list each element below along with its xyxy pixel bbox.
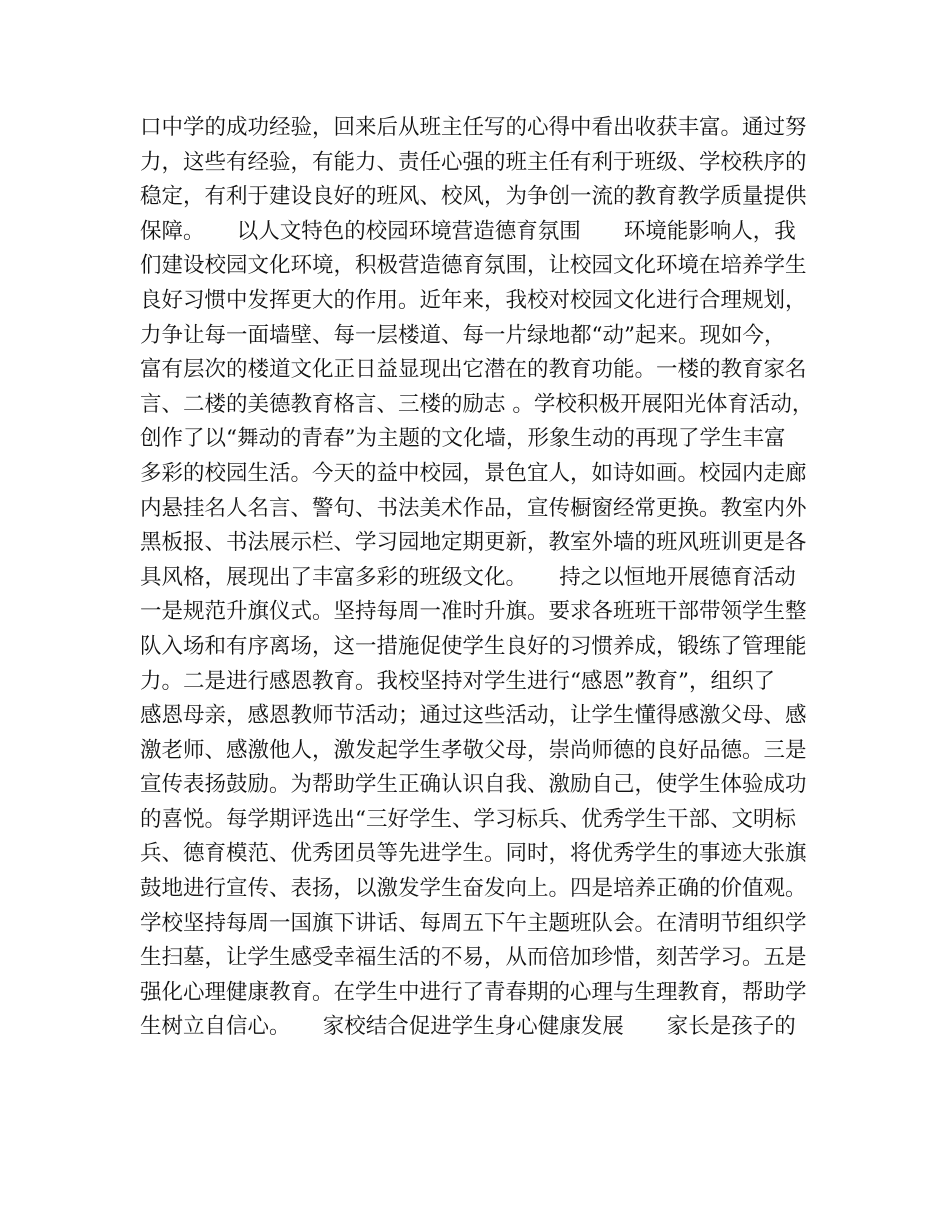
text-line: 力，这些有经验，有能力、责任心强的班主任有利于班级、学校秩序的: [140, 149, 807, 175]
text-line: 生树立自信心。 家校结合促进学生身心健康发展 家长是孩子的: [140, 1014, 796, 1040]
text-line: 言、二楼的美德教育格言、三楼的励志 。学校积极开展阳光体育活动，: [140, 391, 814, 417]
text-line: 们建设校园文化环境，积极营造德育氛围，让校园文化环境在培养学生: [140, 253, 807, 279]
text-line: 口中学的成功经验，回来后从班主任写的心得中看出收获丰富。通过努: [140, 115, 807, 140]
text-line: 稳定，有利于建设良好的班风、校风，为争创一流的教育教学质量提供: [140, 184, 807, 210]
text-line: 的喜悦。每学期评选出“三好学生、学习标兵、优秀学生干部、文明标: [140, 806, 796, 832]
text-line: 具风格，展现出了丰富多彩的班级文化。 持之以恒地开展德育活动: [140, 564, 796, 590]
text-line: 感恩母亲，感恩教师节活动；通过这些活动，让学生懂得感激父母、感: [140, 703, 807, 729]
text-line: 富有层次的楼道文化正日益显现出它潜在的教育功能。一楼的教育家名: [140, 357, 807, 383]
text-line: 激老师、感激他人，激发起学生孝敬父母，崇尚师德的良好品德。三是: [140, 737, 807, 763]
text-line: 队入场和有序离场，这一措施促使学生良好的习惯养成，锻练了管理能: [140, 633, 807, 659]
text-line: 兵、德育模范、优秀团员等先进学生。同时，将优秀学生的事迹大张旗: [140, 841, 807, 867]
text-line: 宣传表扬鼓励。为帮助学生正确认识自我、激励自己，使学生体验成功: [140, 772, 807, 798]
body-text: [140, 111, 830, 1045]
text-line: 强化心理健康教育。在学生中进行了青春期的心理与生理教育，帮助学: [140, 979, 807, 1005]
text-line: 一是规范升旗仪式。坚持每周一准时升旗。要求各班班干部带领学生整: [140, 599, 807, 625]
text-line: 创作了以“舞动的青春”为主题的文化墙，形象生动的再现了学生丰富: [140, 426, 786, 452]
text-line: 鼓地进行宣传、表扬，以激发学生奋发向上。四是培养正确的价值观。: [140, 876, 807, 902]
text-line: 力。二是进行感恩教育。我校坚持对学生进行“感恩”教育”，组织了: [140, 668, 775, 694]
text-line: 多彩的校园生活。今天的益中校园，景色宜人，如诗如画。校园内走廊: [140, 460, 807, 486]
text-line: 良好习惯中发挥更大的作用。近年来，我校对校园文化进行合理规划，: [140, 287, 807, 313]
text-line: 力争让每一面墙壁、每一层楼道、每一片绿地都“动”起来。现如今，: [140, 322, 786, 348]
text-line: 内悬挂名人名言、警句、书法美术作品，宣传橱窗经常更换。教室内外: [140, 495, 807, 521]
text-line: 保障。 以人文特色的校园环境营造德育氛围 环境能影响人，我: [140, 218, 796, 244]
text-line: 黑板报、书法展示栏、学习园地定期更新，教室外墙的班风班训更是各: [140, 530, 807, 556]
text-line: 学校坚持每周一国旗下讲话、每周五下午主题班队会。在清明节组织学: [140, 910, 807, 936]
text-line: 生扫墓，让学生感受幸福生活的不易，从而倍加珍惜，刻苦学习。五是: [140, 945, 807, 971]
